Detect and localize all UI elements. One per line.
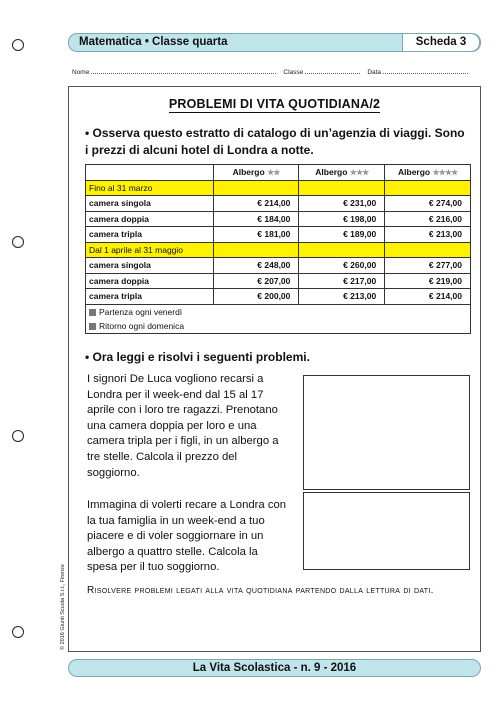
- room-type: camera tripla: [86, 227, 214, 243]
- room-type: camera doppia: [86, 273, 214, 289]
- worksheet-card: [68, 86, 481, 652]
- empty-header-cell: [86, 165, 214, 181]
- stars-icon: ★★: [267, 168, 280, 178]
- period-label: Fino al 31 marzo: [86, 180, 214, 196]
- class-line[interactable]: [305, 68, 360, 74]
- stars-icon: ★★★: [349, 168, 369, 178]
- answer-box-1[interactable]: [303, 375, 470, 490]
- square-bullet-icon: [89, 309, 96, 316]
- price-cell: € 198,00: [299, 211, 385, 227]
- intro-text: • Osserva questo estratto di catalogo di un’agenzia di viaggi. Sono i prezzi di alcuni hotel di Londra a notte.: [85, 126, 465, 157]
- footer-bar: La Vita Scolastica - n. 9 - 2016: [68, 659, 481, 677]
- table-row: [86, 196, 471, 212]
- subject-label: Matematica • Classe quarta: [79, 36, 228, 48]
- square-bullet-icon: [89, 323, 96, 330]
- room-type: camera singola: [86, 258, 214, 274]
- price-cell: € 216,00: [385, 211, 471, 227]
- table-note-row: [86, 304, 471, 319]
- price-cell: € 214,00: [385, 289, 471, 305]
- sheet-label: Scheda 3: [402, 33, 480, 52]
- price-cell: € 213,00: [299, 289, 385, 305]
- price-cell: € 277,00: [385, 258, 471, 274]
- price-cell: € 181,00: [213, 227, 299, 243]
- class-label: Classe: [283, 69, 304, 76]
- price-cell: € 260,00: [299, 258, 385, 274]
- binder-hole-4: [12, 626, 24, 638]
- stars-icon: ★★★★: [432, 168, 458, 178]
- return-note: Ritorno ogni domenica: [99, 320, 185, 331]
- table-header-row: [86, 165, 471, 181]
- price-cell: € 248,00: [213, 258, 299, 274]
- learning-goal: Risolvere problemi legati alla vita quotidiana partendo dalla lettura di dati.: [87, 585, 434, 596]
- period-row: [86, 180, 471, 196]
- price-cell: € 207,00: [213, 273, 299, 289]
- copyright-text: © 2016 Giunti Scuola S.r.l., Firenze: [60, 564, 66, 650]
- price-cell: € 184,00: [213, 211, 299, 227]
- student-fields: [72, 68, 482, 76]
- table-row: [86, 227, 471, 243]
- price-cell: € 231,00: [299, 196, 385, 212]
- table-row: [86, 289, 471, 305]
- page-title: PROBLEMI DI VITA QUOTIDIANA/2: [168, 97, 381, 111]
- binder-hole-3: [12, 430, 24, 442]
- table-row: [86, 211, 471, 227]
- header-bar: [68, 33, 481, 52]
- price-cell: € 213,00: [385, 227, 471, 243]
- column-header: Albergo ★★★: [299, 165, 385, 181]
- price-cell: € 214,00: [213, 196, 299, 212]
- table-note-row: [86, 319, 471, 334]
- price-cell: € 274,00: [385, 196, 471, 212]
- date-label: Data: [367, 69, 382, 76]
- price-cell: € 217,00: [299, 273, 385, 289]
- table-row: [86, 273, 471, 289]
- column-header: Albergo ★★: [213, 165, 299, 181]
- binder-hole-2: [12, 236, 24, 248]
- hotel-price-table: [85, 164, 471, 334]
- room-type: camera doppia: [86, 211, 214, 227]
- room-type: camera tripla: [86, 289, 214, 305]
- room-type: camera singola: [86, 196, 214, 212]
- name-line[interactable]: [91, 68, 276, 74]
- period-label: Dal 1 aprile al 31 maggio: [86, 242, 214, 258]
- problem-2-text: Immagina di volerti recare a Londra con la tua famiglia in un week-end a tuo piacere e di voler soggiornare in un albergo a quattro stelle. Calcola la spesa per il tuo soggiorno.: [87, 499, 287, 574]
- period-row: [86, 242, 471, 258]
- departure-note: Partenza ogni venerdì: [99, 306, 183, 317]
- binder-hole-1: [12, 39, 24, 51]
- price-cell: € 219,00: [385, 273, 471, 289]
- answer-box-2[interactable]: [303, 492, 470, 570]
- column-header: Albergo ★★★★: [385, 165, 471, 181]
- price-cell: € 200,00: [213, 289, 299, 305]
- table-row: [86, 258, 471, 274]
- name-label: Nome: [72, 69, 90, 76]
- price-cell: € 189,00: [299, 227, 385, 243]
- date-line[interactable]: [383, 68, 468, 74]
- subheading: • Ora leggi e risolvi i seguenti problemi.: [85, 350, 310, 364]
- problem-1-text: I signori De Luca vogliono recarsi a Londra per il week-end dal 15 al 17 aprile con i loro tre ragazzi. Prenotano una camera doppia per loro e una camera tripla per i figli, in un albergo a tre stelle. Calcola il prezzo del soggiorno.: [87, 373, 279, 479]
